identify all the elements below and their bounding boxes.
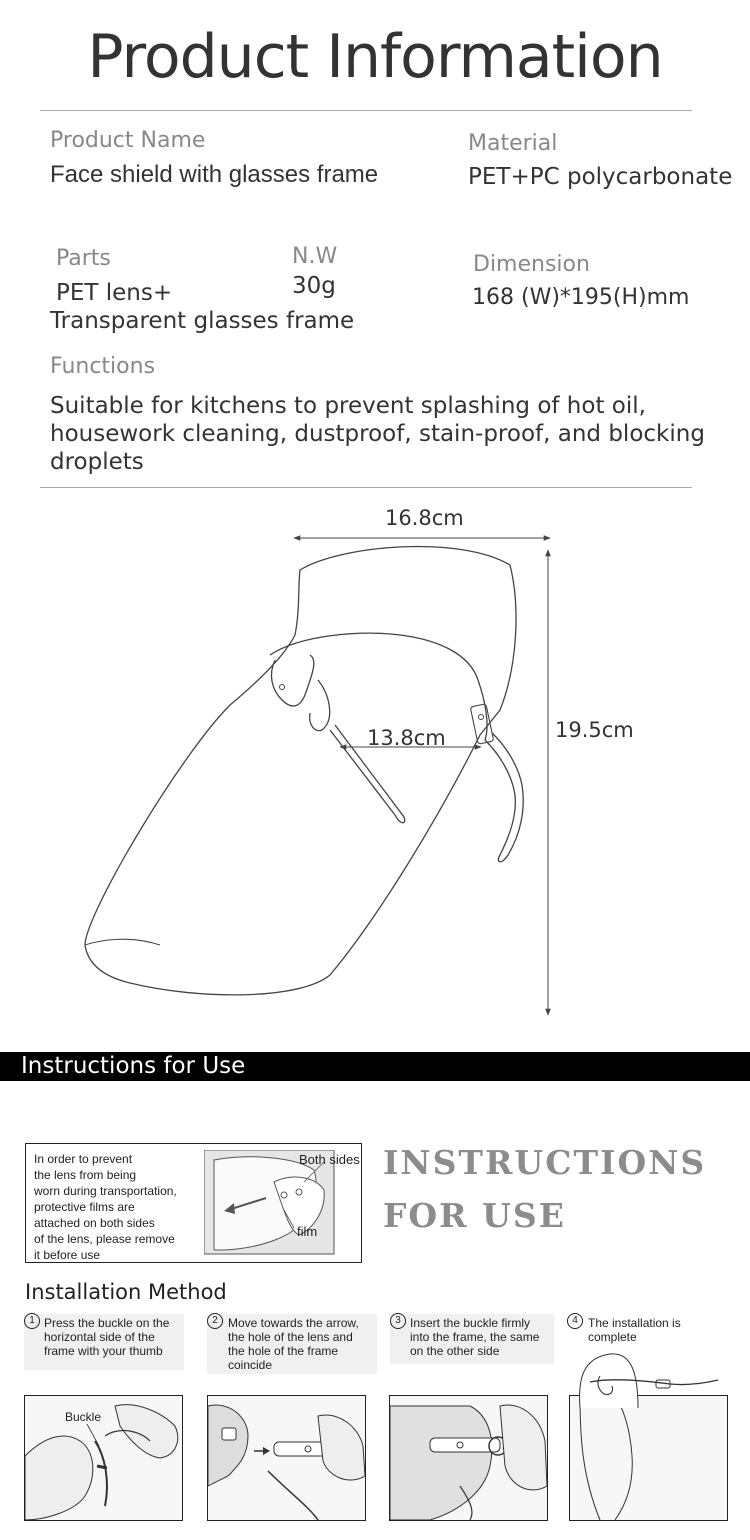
step-text bbox=[228, 1316, 359, 1372]
frame-bridge bbox=[310, 680, 330, 731]
functions-label: Functions bbox=[50, 354, 156, 379]
frame-top bbox=[270, 633, 487, 740]
material-value: PET+PC polycarbonate bbox=[468, 164, 733, 190]
visor-outline bbox=[85, 546, 516, 994]
parts-value-line1: PET lens+ bbox=[56, 280, 173, 306]
frame-hole-left bbox=[280, 685, 285, 690]
dimension-value: 168 (W)*195(H)mm bbox=[472, 285, 690, 310]
instructions-bar-label: Instructions for Use bbox=[21, 1053, 246, 1079]
thumb-press-illustration bbox=[25, 1396, 182, 1520]
page-title: Product Information bbox=[87, 22, 663, 92]
step-3-panel bbox=[389, 1395, 548, 1521]
step-line: frame with your thumb bbox=[44, 1344, 163, 1358]
step-line: the hole of the lens and bbox=[228, 1330, 353, 1344]
shield-top-illustration bbox=[570, 1350, 730, 1410]
nw-value: 30g bbox=[292, 273, 336, 299]
step-text bbox=[410, 1316, 539, 1358]
step-line: Insert the buckle firmly bbox=[410, 1316, 531, 1330]
step-line: on the other side bbox=[410, 1344, 500, 1358]
note-line: worn during transportation, bbox=[34, 1184, 177, 1198]
film-note-text bbox=[34, 1151, 202, 1263]
instructions-title-line1: INSTRUCTIONS bbox=[383, 1143, 707, 1182]
step-line: into the frame, the same bbox=[410, 1330, 540, 1344]
step-line: Press the buckle on the bbox=[44, 1316, 170, 1330]
note-line: of the lens, please remove bbox=[34, 1232, 175, 1246]
note-line: the lens from being bbox=[34, 1168, 137, 1182]
note-line: In order to prevent bbox=[34, 1152, 133, 1166]
frame-temple-right bbox=[485, 733, 523, 862]
film-label: film bbox=[297, 1224, 318, 1239]
frame-hole-right bbox=[479, 715, 484, 720]
both-sides-label: Both sides bbox=[299, 1152, 360, 1167]
step-2 bbox=[207, 1314, 377, 1374]
note-line: protective films are bbox=[34, 1200, 135, 1214]
step-line: complete bbox=[588, 1330, 637, 1344]
frame-left-clip bbox=[271, 655, 313, 706]
nw-label: N.W bbox=[292, 244, 338, 269]
face-shield-diagram bbox=[0, 495, 750, 1040]
dimension-label: Dimension bbox=[473, 252, 590, 277]
step-number: 2 bbox=[207, 1313, 223, 1329]
note-line: attached on both sides bbox=[34, 1216, 155, 1230]
note-line: it before use bbox=[34, 1248, 101, 1262]
divider-top bbox=[40, 110, 692, 111]
step-line: coincide bbox=[228, 1358, 273, 1372]
step-4-panel bbox=[569, 1395, 728, 1521]
parts-value-line2: Transparent glasses frame bbox=[50, 308, 355, 334]
step-text bbox=[588, 1316, 681, 1344]
step-2-panel bbox=[207, 1395, 366, 1521]
step-3 bbox=[390, 1314, 554, 1364]
material-label: Material bbox=[468, 131, 558, 156]
functions-line-3: droplets bbox=[50, 449, 144, 475]
functions-line-1: Suitable for kitchens to prevent splashing of hot oil, bbox=[50, 393, 646, 419]
width-dimension-label: 16.8cm bbox=[385, 506, 464, 530]
step-line: The installation is bbox=[588, 1316, 681, 1330]
height-dimension-label: 19.5cm bbox=[555, 718, 634, 742]
step-1 bbox=[24, 1314, 184, 1370]
instructions-title-line2: FOR USE bbox=[383, 1196, 566, 1235]
step-text bbox=[44, 1316, 169, 1358]
installation-complete-illustration bbox=[570, 1396, 727, 1520]
step-line: Move towards the arrow, bbox=[228, 1316, 359, 1330]
installation-heading: Installation Method bbox=[25, 1280, 227, 1304]
step-number: 3 bbox=[390, 1313, 406, 1329]
frame-hinge bbox=[470, 704, 494, 744]
step-line: horizontal side of the bbox=[44, 1330, 155, 1344]
product-name-label: Product Name bbox=[50, 128, 206, 153]
visor-edge bbox=[85, 939, 160, 945]
step-1-panel bbox=[24, 1395, 183, 1521]
divider-bottom bbox=[40, 487, 692, 488]
insert-buckle-illustration bbox=[390, 1396, 547, 1520]
step-number: 4 bbox=[567, 1313, 583, 1329]
functions-line-2: housework cleaning, dustproof, stain-proof, and blocking bbox=[50, 421, 705, 447]
align-holes-illustration bbox=[208, 1396, 365, 1520]
step-number: 1 bbox=[24, 1313, 40, 1329]
parts-label: Parts bbox=[56, 246, 111, 271]
step-line: the hole of the frame bbox=[228, 1344, 339, 1358]
frame-dimension-label: 13.8cm bbox=[367, 726, 446, 750]
product-name-value: Face shield with glasses frame bbox=[50, 161, 379, 188]
instructions-bar bbox=[0, 1052, 750, 1081]
functions-text bbox=[50, 392, 740, 476]
step-4 bbox=[567, 1314, 727, 1354]
buckle-label: Buckle bbox=[65, 1410, 102, 1424]
